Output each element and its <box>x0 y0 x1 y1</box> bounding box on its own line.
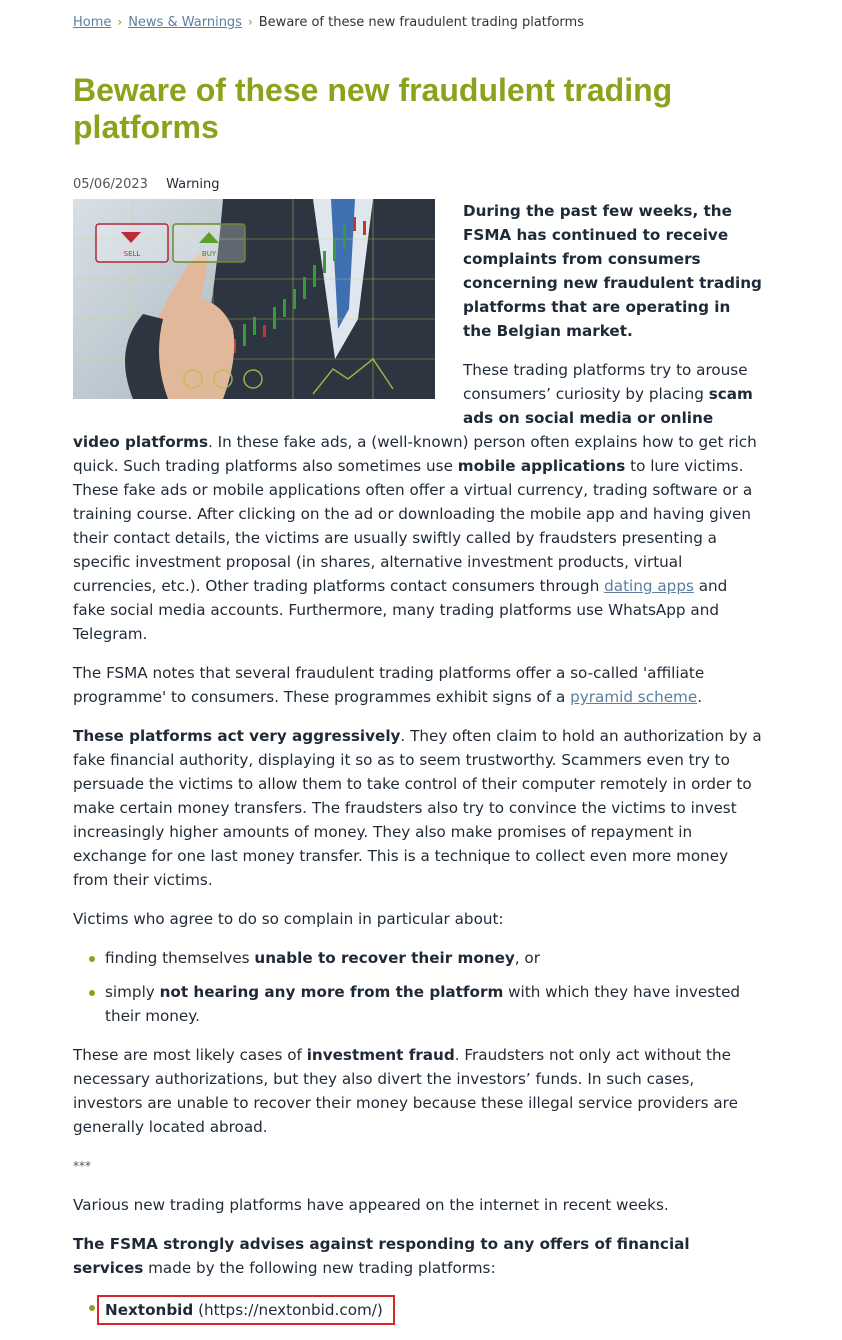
article-body <box>73 199 763 1340</box>
article-image <box>73 199 435 399</box>
breadcrumb-news-link[interactable]: News & Warnings <box>128 15 242 30</box>
bullet-icon <box>89 956 95 962</box>
text-bold: unable to recover their money <box>254 949 515 967</box>
text: . In these fake ads, a (well-known) person often explains how to get rich quick. Such trading platforms also sometimes use <box>73 433 757 475</box>
text: These are most likely cases of <box>73 1046 307 1064</box>
text: simply <box>105 983 160 1001</box>
list-item <box>73 946 763 970</box>
text-bold: These platforms act very aggressively <box>73 727 401 745</box>
platform-name: Nextonbid <box>105 1301 194 1319</box>
paragraph-aggressive <box>73 724 763 892</box>
text: with which they have invested their money. <box>105 983 741 1025</box>
paragraph-affiliate <box>73 661 763 709</box>
text: The FSMA notes that several fraudulent trading platforms offer a so-called 'affiliate programme' to consumers. These programmes exhibit signs of a <box>73 664 705 706</box>
text: . Fraudsters not only act without the necessary authorizations, but they also divert the investors’ funds. In such cases, investors are unable to recover their money because these illegal service providers are generally located abroad. <box>73 1046 738 1136</box>
text: to lure victims. These fake ads or mobile applications often offer a virtual currency, trading software or a training course. After clicking on the ad or downloading the mobile app and having given their contact details, the victims are usually swiftly called by fraudsters presenting a specific investment proposal (in shares, alternative investment products, virtual currencies, etc.). Other trading platforms contact consumers through <box>73 457 753 595</box>
chevron-right-icon: › <box>247 15 253 29</box>
breadcrumb-current: Beware of these new fraudulent trading platforms <box>258 15 584 30</box>
breadcrumb <box>73 15 584 30</box>
article-date: 05/06/2023 <box>73 177 148 192</box>
article-type: Warning <box>166 177 220 192</box>
separator: *** <box>73 1159 91 1173</box>
list-item <box>73 980 763 1028</box>
breadcrumb-home-link[interactable]: Home <box>73 15 112 30</box>
text: finding themselves <box>105 949 255 967</box>
complaints-list <box>73 946 763 1028</box>
highlight-box <box>97 1295 395 1325</box>
text: made by the following new trading platforms: <box>143 1259 496 1277</box>
text: . <box>697 688 703 706</box>
paragraph-scam-ads <box>73 358 763 646</box>
pyramid-scheme-link[interactable]: pyramid scheme <box>570 688 698 706</box>
article-meta <box>73 177 220 192</box>
bullet-icon <box>89 990 95 996</box>
text-bold: mobile applications <box>457 457 626 475</box>
chevron-right-icon: › <box>117 15 123 29</box>
paragraph-investment-fraud <box>73 1043 763 1139</box>
page-title: Beware of these new fraudulent trading platforms <box>73 72 673 145</box>
platform-url: (https://nextonbid.com/) <box>198 1301 383 1319</box>
platforms-list <box>73 1295 763 1325</box>
text: . They often claim to hold an authorization by a fake financial authority, displaying it so as to seem trustworthy. Scammers even try to persuade the victims to allow them to take control of their computer remotely in order to make certain money transfers. The fraudsters also try to convince the victims to invest increasingly higher amounts of money. They also make promises of repayment in exchange for one last money transfer. This is a technique to collect even more money from their victims. <box>73 727 762 889</box>
text-bold: investment fraud <box>306 1046 455 1064</box>
trading-illustration <box>73 199 435 399</box>
paragraph-advice <box>73 1232 763 1280</box>
text-bold: not hearing any more from the platform <box>159 983 504 1001</box>
buy-label: BUY <box>201 250 217 258</box>
text-bold: The FSMA strongly advises against responding to any offers of financial services <box>73 1235 690 1277</box>
bullet-icon <box>89 1305 95 1311</box>
platform-item <box>73 1295 763 1325</box>
paragraph-new-platforms: Various new trading platforms have appeared on the internet in recent weeks. <box>73 1196 669 1214</box>
text: , or <box>514 949 540 967</box>
dating-apps-link[interactable]: dating apps <box>604 577 694 595</box>
text: These trading platforms try to arouse consumers’ curiosity by placing <box>463 361 748 403</box>
paragraph-victims: Victims who agree to do so complain in particular about: <box>73 910 504 928</box>
text-bold: scam ads on social media or online video platforms <box>73 385 753 451</box>
sell-label: SELL <box>123 250 141 258</box>
text: and fake social media accounts. Furthermore, many trading platforms use WhatsApp and Telegram. <box>73 577 728 643</box>
lead-paragraph: During the past few weeks, the FSMA has continued to receive complaints from consumers concerning new fraudulent trading platforms that are operating in the Belgian market. <box>463 202 762 340</box>
